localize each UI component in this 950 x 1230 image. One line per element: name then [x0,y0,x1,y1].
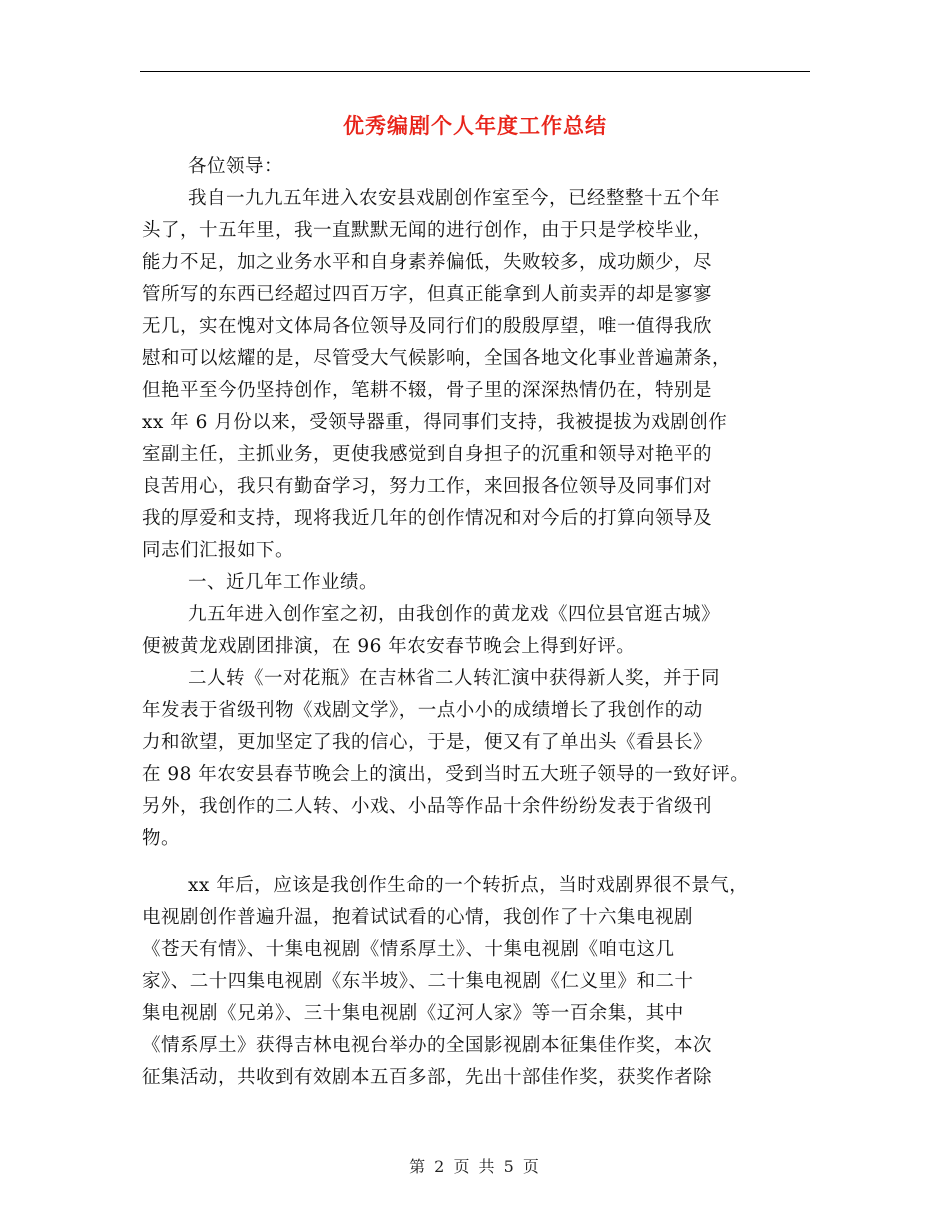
paragraph-line: 无几，实在愧对文体局各位领导及同行们的殷殷厚望，唯一值得我欣 [142,316,713,337]
paragraph-line: 在 98 年农安县春节晚会上的演出，受到当时五大班子领导的一致好评。 [142,764,750,785]
salutation-line: 各位领导： [188,156,284,177]
header-rule [140,71,810,72]
document-title: 优秀编剧个人年度工作总结 [343,114,607,138]
paragraph-line: 征集活动，共收到有效剧本五百多部，先出十部佳作奖，获奖作者除 [142,1067,713,1088]
paragraph-line: 我的厚爱和支持，现将我近几年的创作情况和对今后的打算向领导及 [142,508,713,529]
paragraph-line: 慰和可以炫耀的是，尽管受大气候影响，全国各地文化事业普遍萧条， [142,348,732,369]
paragraph-line: 便被黄龙戏剧团排演，在 96 年农安春节晚会上得到好评。 [142,636,636,657]
paragraph-line: 家》、二十四集电视剧《东半坡》、二十集电视剧《仁义里》和二十 [142,971,694,992]
page-number-footer: 第 2 页 共 5 页 [409,1157,541,1176]
paragraph-line: 能力不足，加之业务水平和自身素养偏低，失败较多，成功颇少，尽 [142,252,713,273]
paragraph-line: 另外，我创作的二人转、小戏、小品等作品十余件纷纷发表于省级刊 [142,796,713,817]
paragraph-line: 同志们汇报如下。 [142,540,295,561]
paragraph-line: 良苦用心，我只有勤奋学习，努力工作，来回报各位领导及同事们对 [142,476,713,497]
paragraph-line: 集电视剧《兄弟》、三十集电视剧《辽河人家》等一百余集，其中 [142,1003,684,1024]
paragraph-line: 但艳平至今仍坚持创作，笔耕不辍，骨子里的深深热情仍在，特别是 [142,380,713,401]
paragraph-line: 头了，十五年里，我一直默默无闻的进行创作，由于只是学校毕业， [142,220,713,241]
paragraph-line: 年发表于省级刊物《戏剧文学》，一点小小的成绩增长了我创作的动 [142,700,703,721]
paragraph-line: 《情系厚土》获得吉林电视台举办的全国影视剧本征集佳作奖，本次 [142,1035,713,1056]
paragraph-line: xx 年 6 月份以来，受领导器重，得同事们支持，我被提拔为戏剧创作 [142,412,728,433]
paragraph-gap [142,855,810,870]
paragraph-line: xx 年后，应该是我创作生命的一个转折点，当时戏剧界很不景气， [188,875,749,896]
paragraph-line: 室副主任，主抓业务，更使我感觉到自身担子的沉重和领导对艳平的 [142,444,713,465]
paragraph-line: 电视剧创作普遍升温，抱着试试看的心情，我创作了十六集电视剧 [142,907,694,928]
section-heading: 一、近几年工作业绩。 [188,572,379,593]
document-body [142,151,810,1094]
paragraph-line: 二人转《一对花瓶》在吉林省二人转汇演中获得新人奖，并于同 [188,668,721,689]
paragraph-line: 物。 [142,828,181,849]
paragraph-line: 我自一九九五年进入农安县戏剧创作室至今，已经整整十五个年 [188,188,721,209]
paragraph-line: 力和欲望，更加坚定了我的信心，于是，便又有了单出头《看县长》 [142,732,713,753]
paragraph-line: 管所写的东西已经超过四百万字，但真正能拿到人前卖弄的却是寥寥 [142,284,713,305]
paragraph-line: 《苍天有情》、十集电视剧《情系厚土》、十集电视剧《咱屯这几 [142,939,675,960]
paragraph-line: 九五年进入创作室之初，由我创作的黄龙戏《四位县官逛古城》 [188,604,721,625]
